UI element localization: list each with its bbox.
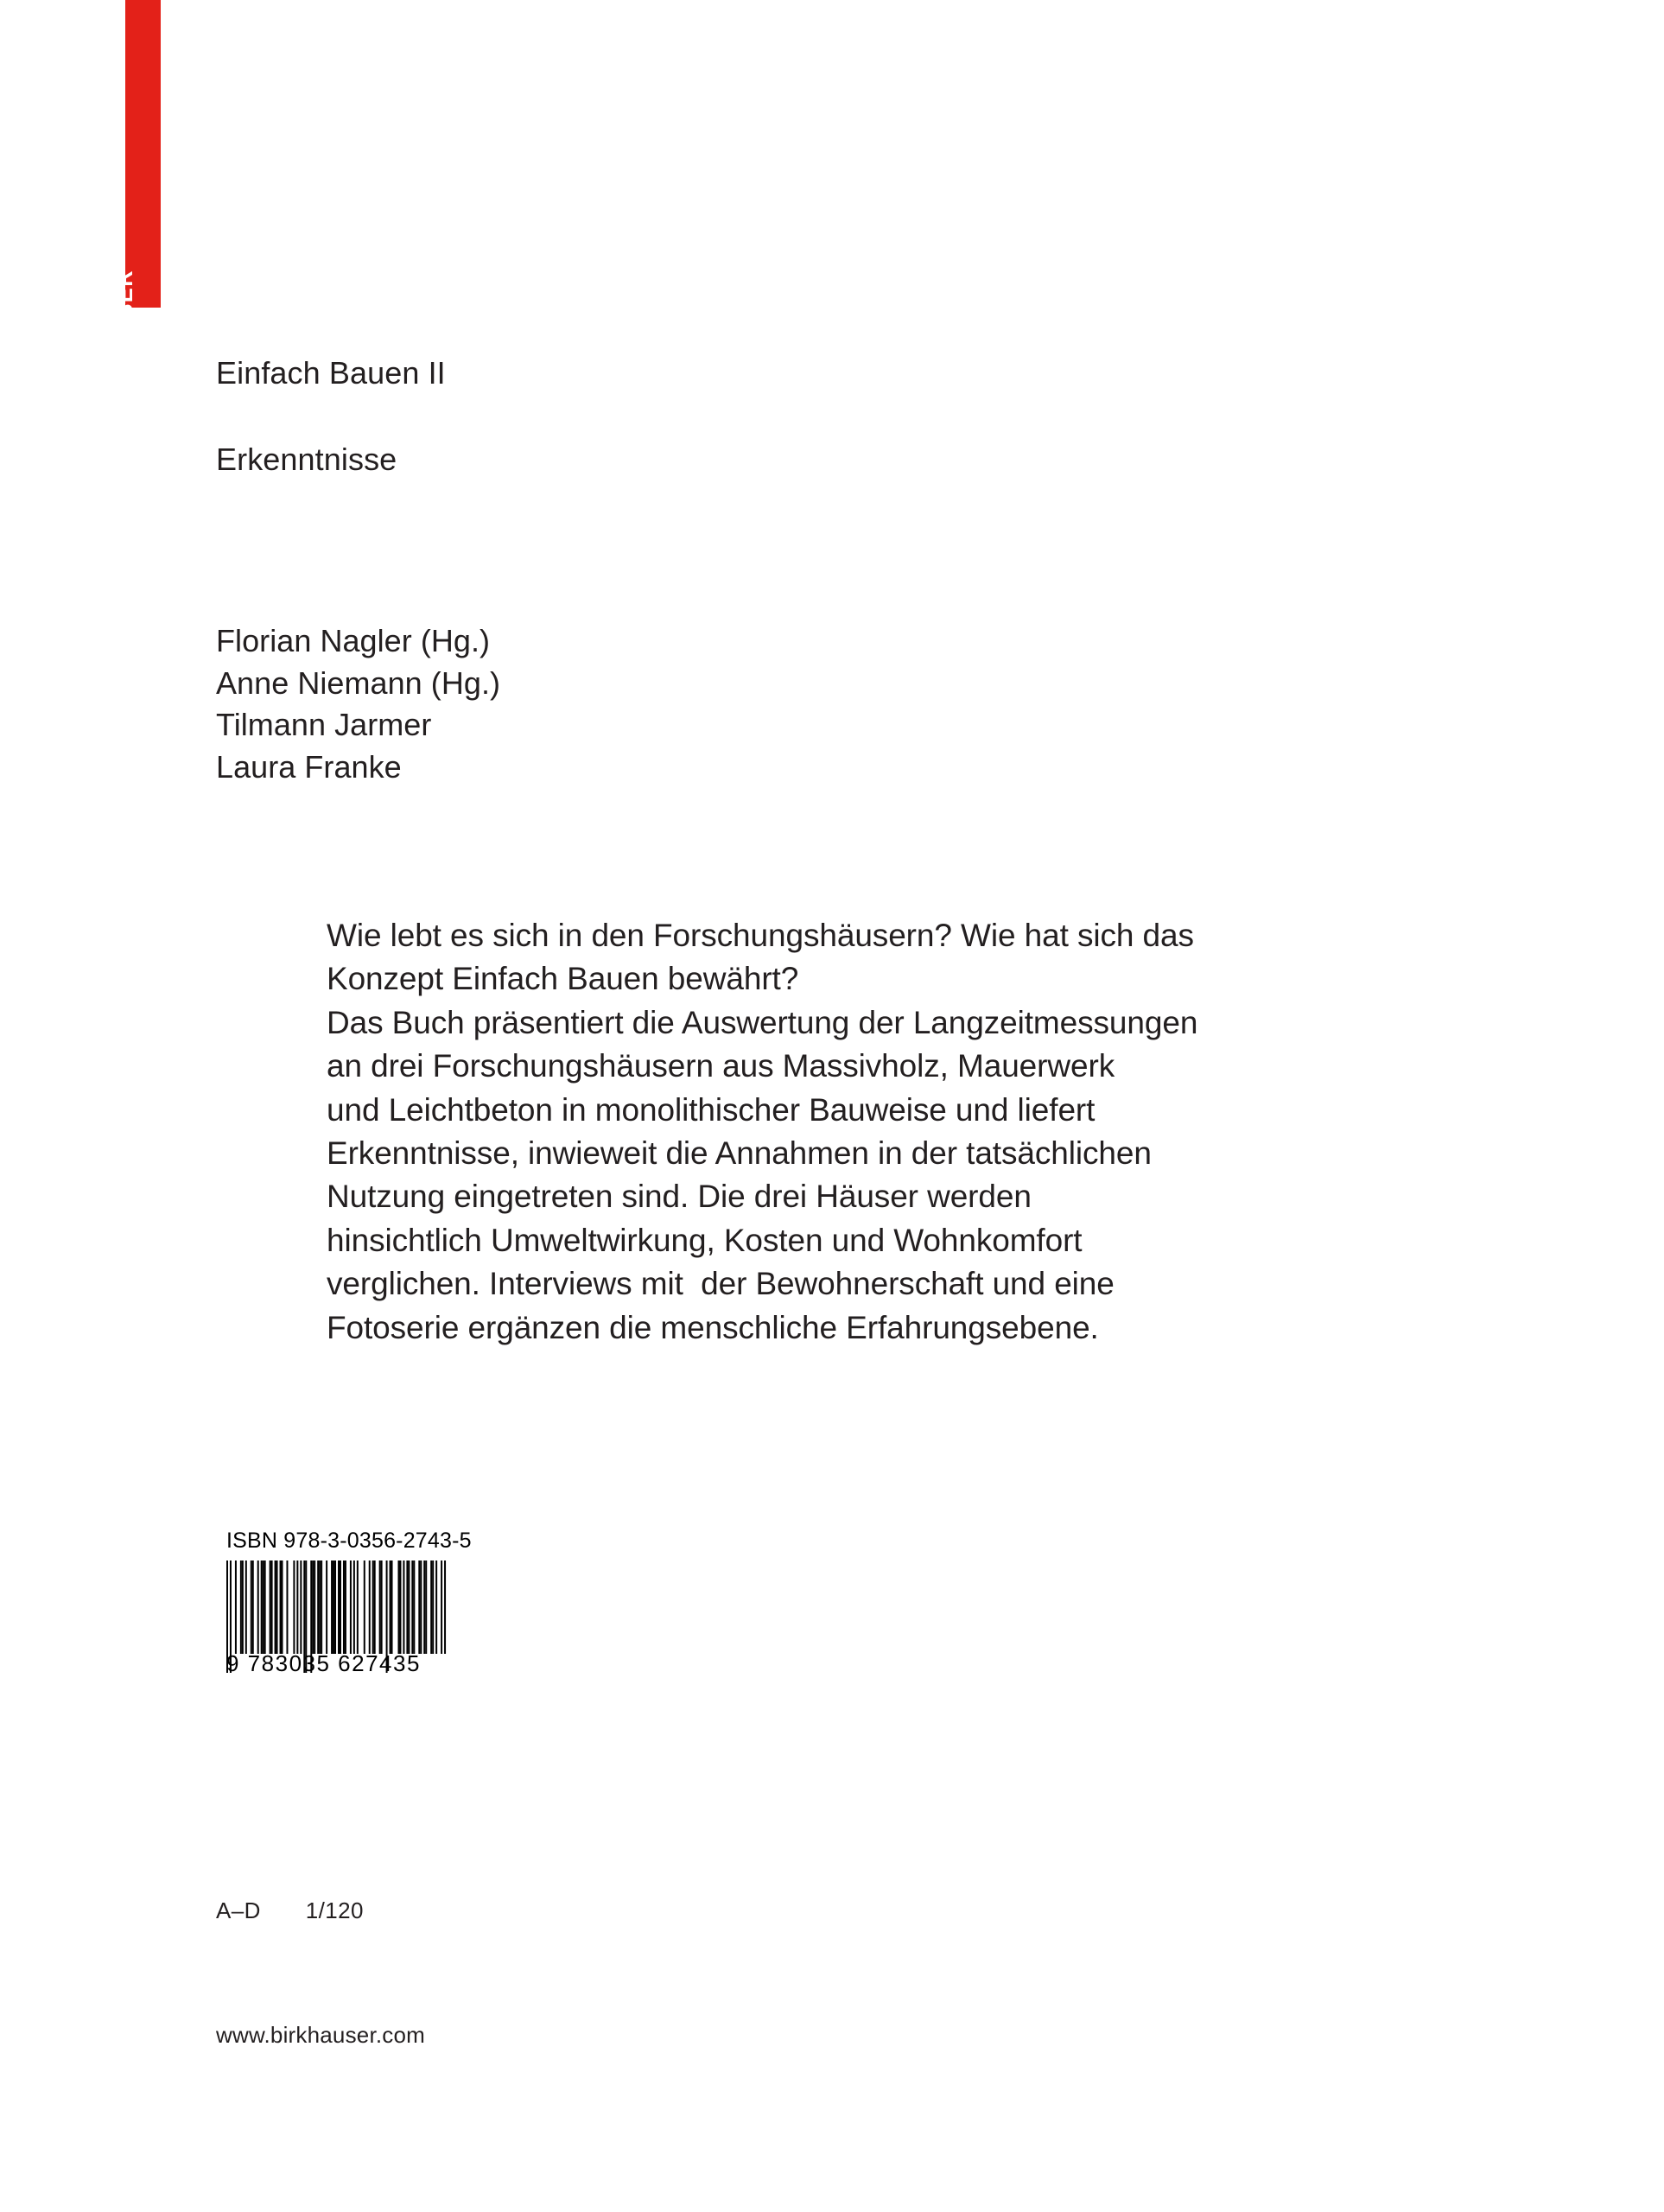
- publisher-website[interactable]: www.birkhauser.com: [216, 2022, 426, 2048]
- blurb-line: verglichen. Interviews mit der Bewohnerschaft und eine: [327, 1266, 1115, 1302]
- blurb-line: Erkenntnisse, inwieweit die Annahmen in der tatsächlichen: [327, 1135, 1152, 1172]
- page-count-code: 1/120: [305, 1897, 364, 1923]
- authors-block: [216, 620, 1080, 788]
- blurb-line: Wie lebt es sich in den Forschungshäusern? Wie hat sich das: [327, 918, 1194, 953]
- publisher-wordmark: BIRKHÄUSER: [112, 269, 137, 429]
- blurb-line: Konzept Einfach Bauen bewährt?: [327, 961, 799, 997]
- blurb-line: und Leichtbeton in monolithischer Bauweise und liefert: [327, 1091, 1096, 1128]
- author-name: Laura Franke: [216, 748, 402, 785]
- blurb-block: [327, 914, 1536, 1350]
- blurb-line: Nutzung eingetreten sind. Die drei Häuser werden: [327, 1179, 1032, 1215]
- ean13-barcode: [226, 1560, 453, 1676]
- title-block: [216, 353, 1253, 480]
- author-name: Tilmann Jarmer: [216, 707, 432, 742]
- footer-codes: [216, 1897, 364, 1924]
- book-title: Einfach Bauen II: [216, 355, 446, 391]
- blurb-line: Fotoserie ergänzen die menschliche Erfahrungsebene.: [327, 1309, 1099, 1345]
- author-name: Florian Nagler (Hg.): [216, 623, 491, 658]
- isbn-block: [226, 1528, 472, 1676]
- author-name: Anne Niemann (Hg.): [216, 664, 501, 701]
- isbn-label: ISBN 978-3-0356-2743-5: [226, 1529, 472, 1553]
- publisher-logo-bar: [112, 0, 161, 429]
- blurb-line: an drei Forschungshäusern aus Massivholz, Mauerwerk: [327, 1048, 1115, 1084]
- book-subtitle: Erkenntnisse: [216, 442, 397, 477]
- blurb-line: hinsichtlich Umweltwirkung, Kosten und Wohnkomfort: [327, 1222, 1083, 1258]
- distribution-code: A–D: [216, 1897, 261, 1923]
- blurb-line: Das Buch präsentiert die Auswertung der Langzeitmessungen: [327, 1004, 1198, 1040]
- barcode-digits: 9 783035 627435: [226, 1650, 421, 1676]
